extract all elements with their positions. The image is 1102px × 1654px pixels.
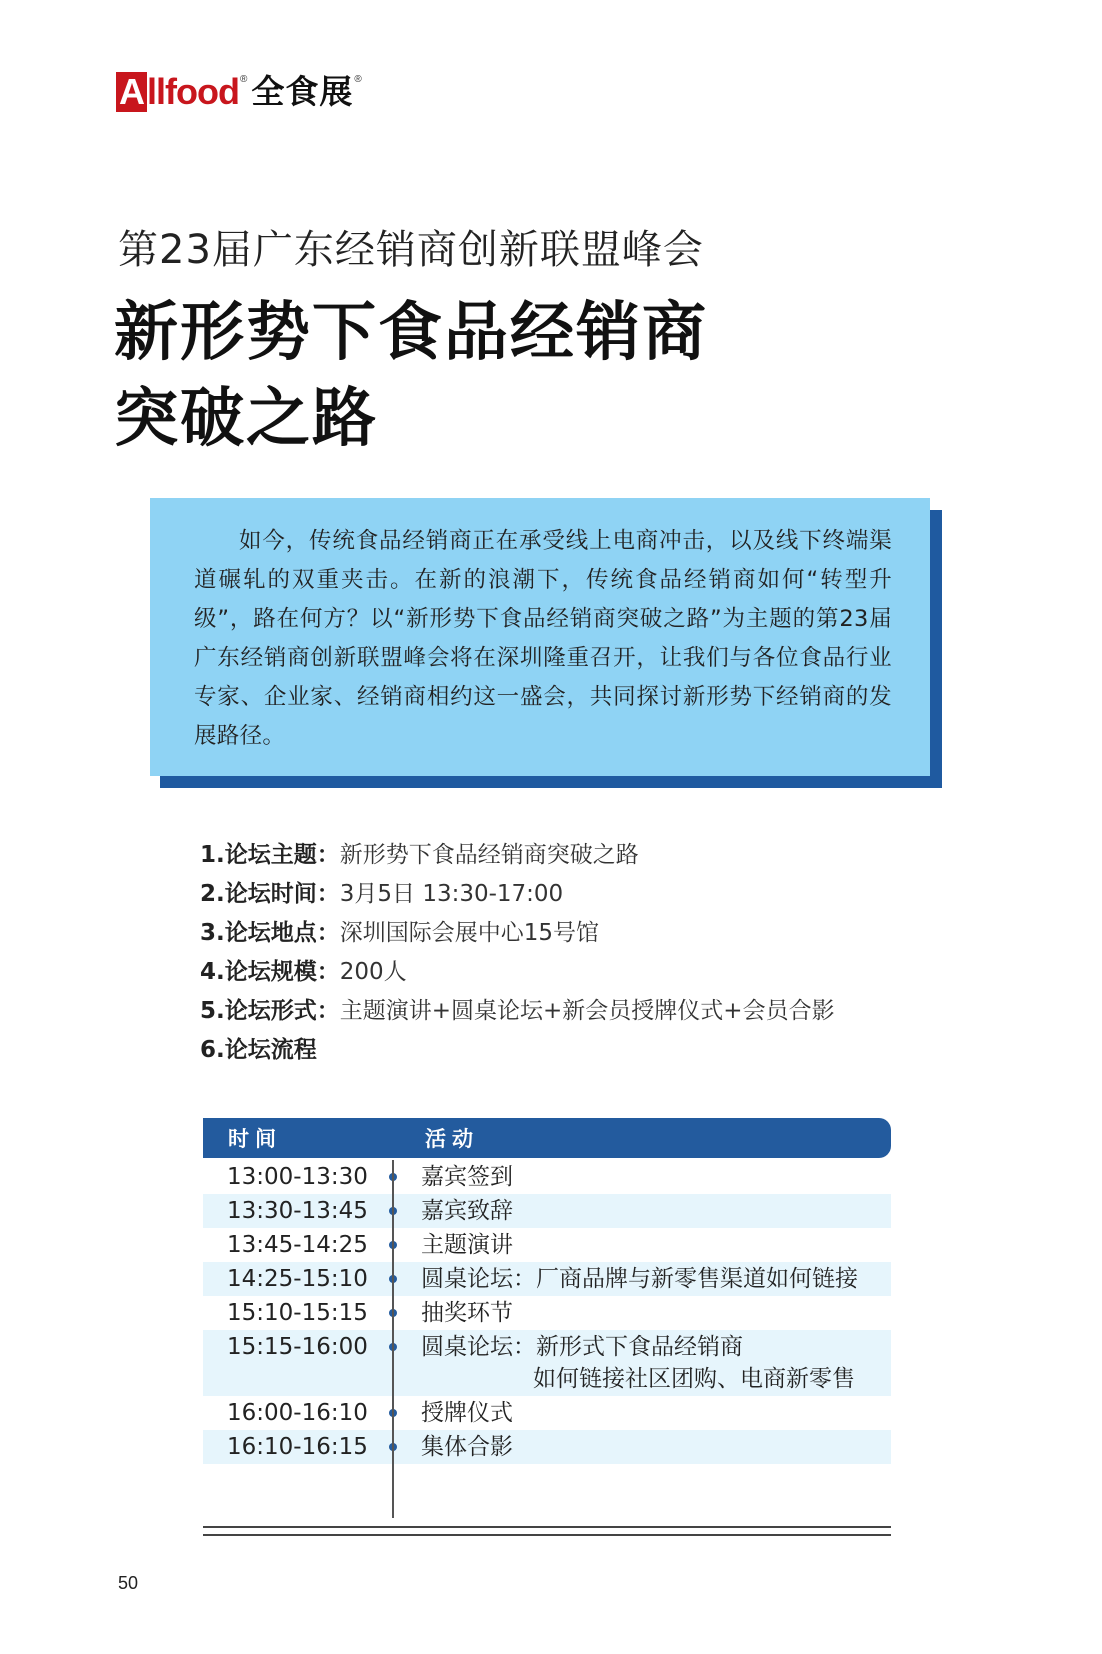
schedule-activity: 集体合影: [421, 1434, 513, 1460]
schedule-time: 13:30-13:45: [227, 1198, 368, 1224]
schedule-activity: 嘉宾致辞: [421, 1198, 513, 1224]
schedule-activity: 圆桌论坛：新形式下食品经销商: [421, 1334, 743, 1360]
main-title: [114, 290, 708, 462]
info-label: 3.论坛地点：: [200, 920, 340, 946]
allfood-logo: [116, 72, 362, 116]
schedule-row: [203, 1430, 891, 1464]
logo-wordmark: llfood: [147, 71, 239, 112]
timeline-line: [392, 1160, 394, 1518]
info-label: 4.论坛规模：: [200, 959, 340, 985]
schedule-row: [203, 1330, 891, 1396]
info-row: [200, 836, 835, 875]
logo-chinese-name: 全食展: [251, 72, 354, 111]
schedule-activity: 抽奖环节: [421, 1300, 513, 1326]
logo-initial: A: [116, 72, 147, 112]
schedule-row: [203, 1396, 891, 1430]
schedule-row: [203, 1194, 891, 1228]
info-row: [200, 914, 835, 953]
schedule-time: 13:45-14:25: [227, 1232, 368, 1258]
schedule-activity-continued: 如何链接社区团购、电商新零售: [533, 1366, 855, 1392]
schedule-body: [203, 1158, 891, 1464]
logo-registered-mark: ®: [239, 74, 248, 85]
intro-text: 如今，传统食品经销商正在承受线上电商冲击，以及线下终端渠道碾轧的双重夹击。在新的浪潮下，传统食品经销商如何“转型升级”，路在何方？以“新形势下食品经销商突破之路”为主题的第23届广东经销商创新联盟峰会将在深圳隆重召开，让我们与各位食品行业专家、企业家、经销商相约这一盛会，共同探讨新形势下经销商的发展路径。: [194, 528, 892, 749]
schedule-row: [203, 1262, 891, 1296]
schedule-time: 15:10-15:15: [227, 1300, 368, 1326]
schedule-row: [203, 1160, 891, 1194]
schedule-activity: 主题演讲: [421, 1232, 513, 1258]
main-title-line-1: 新形势下食品经销商: [114, 296, 708, 370]
schedule-time: 16:00-16:10: [227, 1400, 368, 1426]
info-label: 1.论坛主题：: [200, 842, 340, 868]
logo-registered-mark-2: ®: [354, 74, 362, 85]
info-value: 3月5日 13:30-17:00: [339, 881, 564, 907]
schedule-time: 13:00-13:30: [227, 1164, 368, 1190]
schedule-header: [203, 1118, 891, 1158]
schedule-activity: 授牌仪式: [421, 1400, 513, 1426]
main-title-line-2: 突破之路: [114, 382, 378, 456]
table-bottom-rule-2: [203, 1534, 891, 1536]
info-value: 新形势下食品经销商突破之路: [339, 842, 639, 868]
table-bottom-rule-1: [203, 1526, 891, 1528]
info-row: [200, 1031, 835, 1070]
page-number: 50: [118, 1573, 139, 1593]
info-label: 2.论坛时间：: [200, 881, 340, 907]
info-row: [200, 953, 835, 992]
info-row: [200, 992, 835, 1031]
schedule-row: [203, 1228, 891, 1262]
intro-box: [150, 498, 930, 776]
schedule-time: 16:10-16:15: [227, 1434, 368, 1460]
schedule-time: 15:15-16:00: [227, 1334, 368, 1360]
header-activity-label: 活动: [425, 1127, 479, 1151]
info-label: 5.论坛形式：: [200, 998, 340, 1024]
schedule-time: 14:25-15:10: [227, 1266, 368, 1292]
event-subtitle: 第23届广东经销商创新联盟峰会: [118, 227, 704, 273]
forum-info-list: [200, 836, 835, 1070]
schedule-activity: 圆桌论坛：厂商品牌与新零售渠道如何链接: [421, 1266, 858, 1292]
schedule-table: [203, 1118, 891, 1464]
info-value: 主题演讲+圆桌论坛+新会员授牌仪式+会员合影: [339, 998, 835, 1024]
info-label: 6.论坛流程: [200, 1037, 317, 1063]
schedule-row: [203, 1296, 891, 1330]
info-value: 200人: [339, 959, 407, 985]
info-value: 深圳国际会展中心15号馆: [339, 920, 600, 946]
info-row: [200, 875, 835, 914]
schedule-activity: 嘉宾签到: [421, 1164, 513, 1190]
header-time-label: 时间: [228, 1127, 282, 1151]
